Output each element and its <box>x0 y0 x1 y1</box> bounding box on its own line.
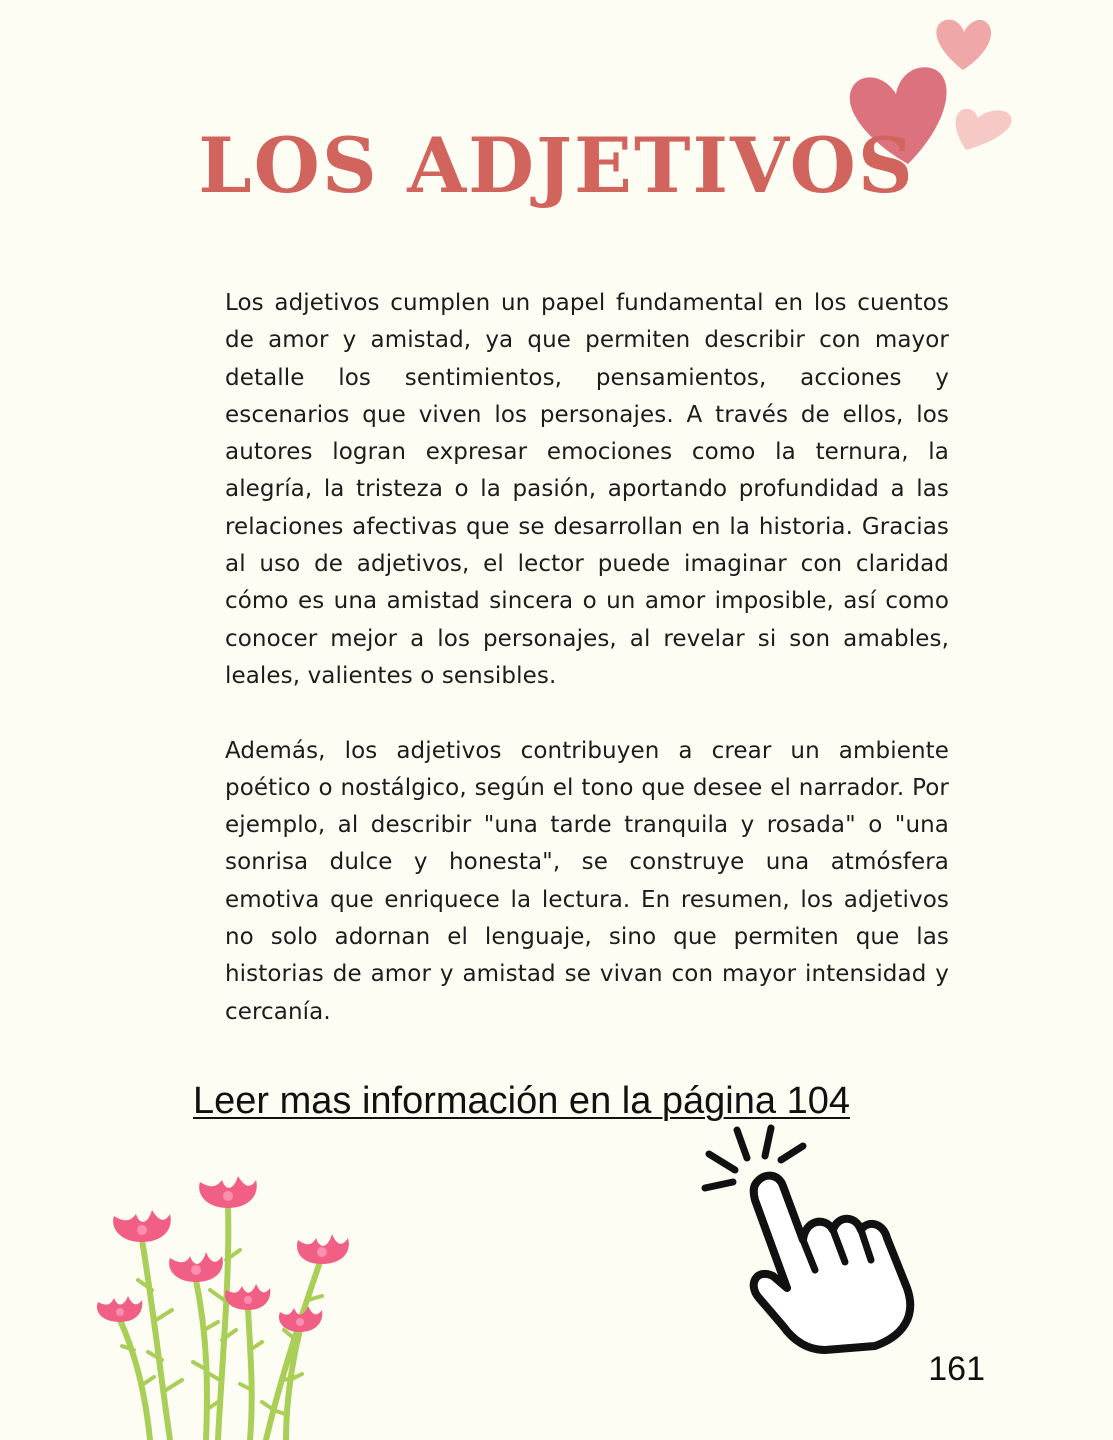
page-title: LOS ADJETIVOS <box>198 121 915 210</box>
heart-small-top-icon <box>936 20 991 70</box>
page-number: 161 <box>928 1350 985 1388</box>
flowers-icon <box>90 1170 360 1440</box>
paragraph-2: Además, los adjetivos contribuyen a crear un ambiente poético o nostálgico, según el tono que desee el narrador. Por ejemplo, al describir "una tarde tranquila y rosada" o "una sonrisa dulce y honesta", se construye una atmósfera emotiva que enriquece la lectura. En resumen, los adjetivos no solo adornan el lenguaje, sino que permiten que las historias de amor y amistad se vivan con mayor intensidad y cercanía. <box>225 737 949 1025</box>
more-info-link[interactable]: Leer mas información en la página 104 <box>193 1080 850 1122</box>
paragraph-1: Los adjetivos cumplen un papel fundamental en los cuentos de amor y amistad, ya que permiten describir con mayor detalle los sentimientos, pensamientos, acciones y escenarios que viven los personajes. A través de ellos, los autores logran expresar emociones como la ternura, la alegría, la tristeza o la pasión, aportando profundidad a las relaciones afectivas que se desarrollan en la historia. Gracias al uso de adjetivos, el lector puede imaginar con claridad cómo es una amistad sincera o un amor imposible, así como conocer mejor a los personajes, al revelar si son amables, leales, valientes o sensibles. <box>225 290 949 689</box>
body-text <box>225 285 949 1031</box>
pointing-hand-icon <box>695 1120 925 1355</box>
